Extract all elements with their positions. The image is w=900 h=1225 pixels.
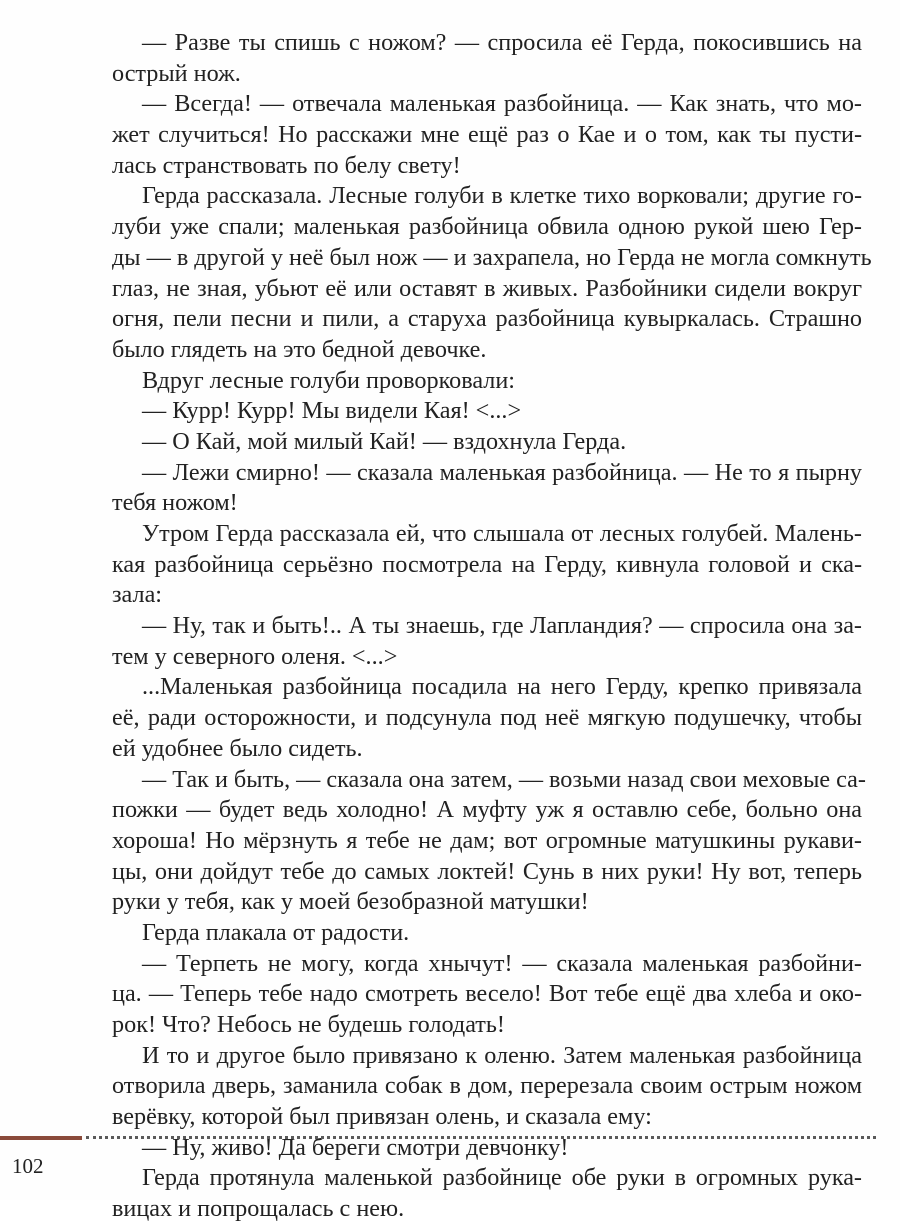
text-line: верёвку, которой был привязан олень, и сказала ему:: [112, 1103, 652, 1131]
text-line: рок! Что? Небось не будешь голодать!: [112, 1011, 505, 1038]
story-text: [112, 28, 872, 1225]
text-line: — О Кай, мой милый Кай! — вздохнула Герда.: [142, 427, 627, 455]
paragraph: [112, 611, 862, 672]
paragraph: [112, 396, 862, 427]
text-line: кая разбойница серьёзно посмотрела на Герду, кивнула головой и ска-: [112, 550, 862, 578]
footer-dotted-rule: [86, 1136, 876, 1139]
paragraph: [112, 918, 862, 949]
text-line: отворила дверь, заманила собак в дом, перерезала своим острым ножом: [112, 1072, 862, 1100]
text-line: цы, они дойдут тебе до самых локтей! Сунь в них руки! Ну вот, теперь: [112, 857, 862, 885]
text-line: зала:: [112, 581, 163, 609]
text-line: тебя ножом!: [112, 489, 238, 517]
text-line: Вдруг лесные голуби проворковали:: [142, 366, 516, 394]
text-line: луби уже спали; маленькая разбойница обвила одною рукой шею Гер-: [112, 213, 862, 241]
paragraph: [112, 1163, 862, 1224]
text-line: ...Маленькая разбойница посадила на него Герду, крепко привязала: [142, 673, 862, 701]
paragraph: [112, 28, 862, 89]
text-line: пожки — будет ведь холодно! А муфту уж я оставлю себе, больно она: [112, 796, 862, 824]
text-line: острый нож.: [112, 59, 241, 87]
text-line: И то и другое было привязано к оленю. Затем маленькая разбойница: [142, 1041, 862, 1069]
text-line: — Разве ты спишь с ножом? — спросила её Герда, покосившись на: [142, 29, 862, 56]
paragraph: [112, 672, 862, 764]
text-line: — Ну, живо! Да береги смотри девчонку!: [142, 1133, 569, 1161]
text-line: — Курр! Курр! Мы видели Кая! <...>: [142, 397, 522, 425]
text-line: руки у тебя, как у моей безобразной матушки!: [112, 888, 589, 916]
text-line: Герда рассказала. Лесные голуби в клетке тихо ворковали; другие го-: [142, 182, 862, 210]
text-line: Герда плакала от радости.: [142, 918, 410, 946]
paragraph: [112, 181, 872, 365]
paragraph: [112, 949, 862, 1041]
text-line: — Терпеть не могу, когда хнычут! — сказала маленькая разбойни-: [142, 949, 862, 977]
page-number: 102: [12, 1154, 44, 1178]
text-line: — Всегда! — отвечала маленькая разбойница. — Как знать, что мо-: [142, 90, 862, 118]
paragraph: [112, 366, 862, 397]
paragraph: [112, 1041, 862, 1133]
paragraph: [112, 427, 862, 458]
text-line: вицах и попрощалась с нею.: [112, 1195, 405, 1223]
text-line: жет случиться! Но расскажи мне ещё раз о Кае и о том, как ты пусти-: [112, 121, 862, 149]
paragraph: [112, 519, 862, 611]
text-line: — Лежи смирно! — сказала маленькая разбойница. — Не то я пырну: [142, 458, 862, 486]
text-line: — Так и быть, — сказала она затем, — возьми назад свои меховые са-: [142, 765, 866, 793]
text-line: ды — в другой у неё был нож — и захрапела, но Герда не могла сомкнуть: [112, 243, 872, 271]
text-line: Утром Герда рассказала ей, что слышала от лесных голубей. Малень-: [142, 520, 862, 547]
paragraph: [112, 458, 862, 519]
text-line: лась странствовать по белу свету!: [112, 151, 461, 179]
paragraph: [112, 89, 862, 181]
text-line: хороша! Но мёрзнуть я тебе не дам; вот огромные матушкины рукави-: [112, 826, 862, 854]
paragraph: [112, 765, 866, 918]
footer-accent-rule: [0, 1136, 82, 1140]
text-line: ей удобнее было сидеть.: [112, 734, 363, 762]
text-line: — Ну, так и быть!.. А ты знаешь, где Лапландия? — спросила она за-: [142, 612, 862, 640]
text-line: огня, пели песни и пили, а старуха разбойница кувыркалась. Страшно: [112, 305, 862, 333]
text-line: Герда протянула маленькой разбойнице обе руки в огромных рука-: [142, 1164, 862, 1192]
text-line: ца. — Теперь тебе надо смотреть весело! Вот тебе ещё два хлеба и око-: [112, 980, 862, 1008]
text-line: глаз, не зная, убьют её или оставят в живых. Разбойники сидели вокруг: [112, 274, 862, 302]
text-line: было глядеть на это бедной девочке.: [112, 335, 487, 363]
text-line: тем у северного оленя. <...>: [112, 642, 398, 670]
text-line: её, ради осторожности, и подсунула под неё мягкую подушечку, чтобы: [112, 704, 862, 732]
